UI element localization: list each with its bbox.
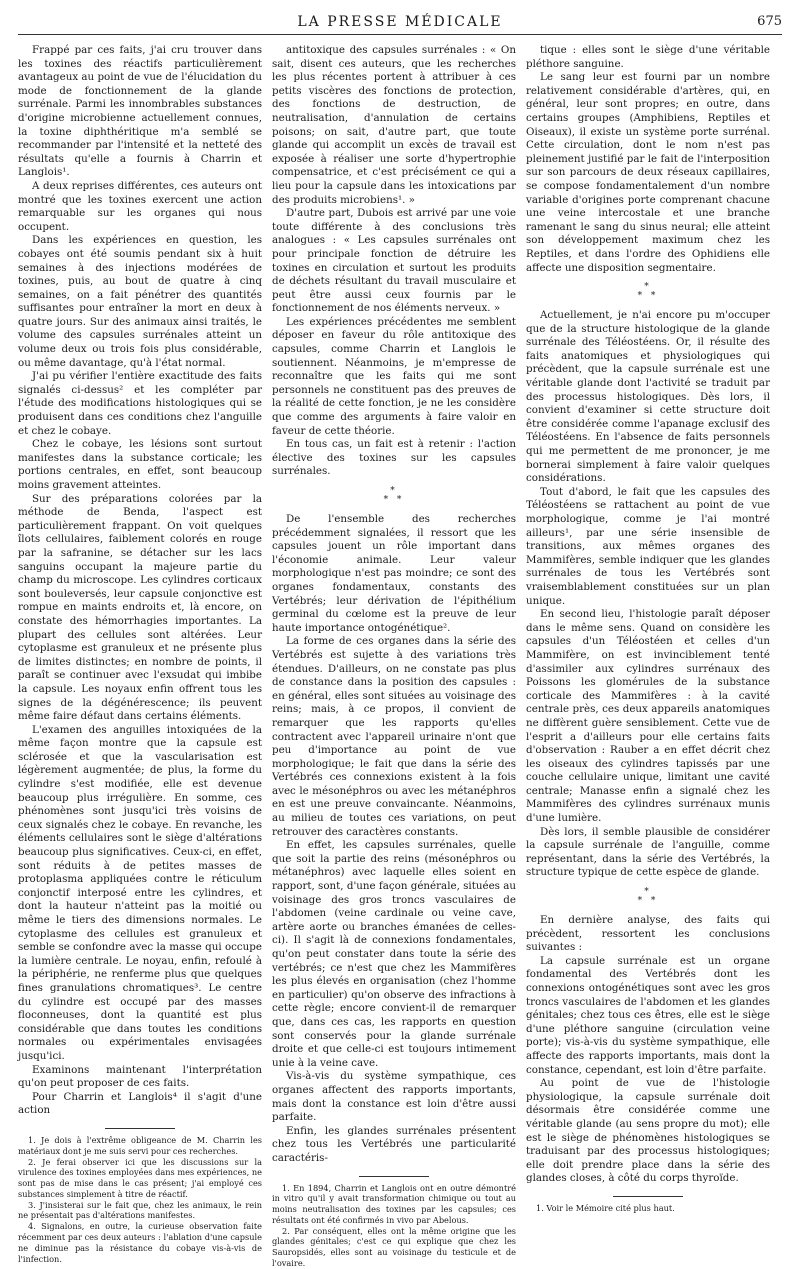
paragraph: Les expériences précédentes me semblent déposer en faveur du rôle antitoxique des capsules, comme Charrin et Langlois le soutiennent. Néanmoins, je m'empresse de reconnaître que les faits qui me sont personnels ne constituent pas des preuves de la réalité de cette fonction, je ne les considère que comme des arguments à faire valoir en faveur de cette théorie.	[272, 315, 516, 437]
footnote: 2. Par conséquent, elles ont la même origine que les glandes génitales; c'est ce qui explique que chez les Sauropsidés, elles sont au voisinage du testicule et de l'ovaire.	[272, 1225, 516, 1269]
footnotes	[18, 1135, 262, 1265]
footnotes	[272, 1183, 516, 1269]
paragraph: La capsule surrénale est un organe fondamental des Vertébrés dont les connexions ontogénétiques sont avec les gros troncs vasculaires de l'abdomen et les glandes génitales; chez tous ces êtres, elle est le siège d'une pléthore sanguine (circulation veine porte); vis-à-vis du système sympathique, elle affecte des rapports importants, mais dont la constance, cependant, est loin d'être parfaite.	[526, 954, 770, 1076]
paragraph: Tout d'abord, le fait que les capsules des Téléostéens se rattachent au point de vue morphologique, comme je l'ai montré ailleurs¹, par une série insensible de transitions, aux mêmes organes des Mammifères, semble indiquer que les glandes surrénales de tous les Vertébrés sont vraisemblablement constituées sur un plan unique.	[526, 485, 770, 607]
page-number: 675	[757, 14, 782, 29]
paragraph: Au point de vue de l'histologie physiologique, la capsule surrénale doit désormais être considérée comme une véritable glande (au sens propre du mot); elle est le siège de phénomènes histologiques se traduisant par des processus histologiques; elle doit prendre place dans la série des glandes closes, à côté du corps thyroïde.	[526, 1077, 770, 1185]
paragraph: Frappé par ces faits, j'ai cru trouver dans les toxines des réactifs particulièrement avantageux au point de vue de l'élucidation du mode de fonctionnement de la glande surrénale. Parmi les innombrables substances d'origine microbienne actuellement connues, la toxine diphthéritique m'a semblé se recommander par l'intensité et la netteté des résultats qu'elle a fournis à Charrin et Langlois¹.	[18, 44, 262, 179]
paragraph: De l'ensemble des recherches précédemment signalées, il ressort que les capsules jouent un rôle important dans l'économie animale. Leur valeur morphologique n'est pas moindre; ce sont des organes fondamentaux, constants des Vertébrés; leur dérivation de l'épithélium germinal du cœlome est la preuve de leur haute importance ontogénétique².	[272, 513, 516, 634]
paragraph: L'examen des anguilles intoxiquées de la même façon montre que la capsule est sclérosée et que la vascularisation est légèrement augmentée; de plus, la forme du cylindre s'est modifiée, elle est devenue beaucoup plus irrégulière. En somme, ces phénomènes sont jusqu'ici très voisins de ceux signalés chez le cobaye. En revanche, les éléments cellulaires sont le siège d'altérations beaucoup plus significatives. Ceux-ci, en effet, sont réduits à de petites masses de protoplasma appliquées contre le réticulum conjonctif interposé entre les cylindres, et dont la hauteur n'atteint pas la moitié ou même le tiers des dimensions normales. Le cytoplasme des cellules est granuleux et semble se confondre avec la masse qui occupe la lumière centrale. Le noyau, enfin, refoulé à la périphérie, ne renferme plus que quelques fines granulations chromatiques³. Le centre du cylindre est occupé par des masses floconneuses, dont la quantité est plus considérable que dans toutes les conditions normales ou expérimentales envisagées jusqu'ici.	[18, 723, 262, 1062]
paragraph: Sur des préparations colorées par la méthode de Benda, l'aspect est particulièrement frappant. On voit quelques îlots cellulaires, faiblement colorés en rouge par la safranine, se détacher sur les lacs sanguins occupant la majeure partie du champ du microscope. Les cylindres corticaux sont bouleversés, leur capsule conjonctive est rompue en maints endroits et, là encore, on constate des hémorrhagies importantes. La plupart des cellules sont altérées. Leur cytoplasme est granuleux et ne présente plus de limites distinctes; en nombre de points, il paraît se continuer avec l'exsudat qui imbibe la capsule. Les noyaux enfin offrent tous les signes de la dégénérescence; ils peuvent même faire défaut dans certains éléments.	[18, 492, 262, 723]
paragraph: Dès lors, il semble plausible de considérer la capsule surrénale de l'anguille, comme représentant, dans la série des Vertébrés, la structure typique de cette espèce de glande.	[526, 825, 770, 879]
footnote: 4. Signalons, en outre, la curieuse observation faite récemment par ces deux auteurs : l'ablation d'une capsule ne diminue pas la résistance du cobaye vis-à-vis de l'infection.	[18, 1221, 262, 1264]
footnote-rule	[359, 1176, 429, 1177]
paragraph: La forme de ces organes dans la série des Vertébrés est sujette à des variations très étendues. D'ailleurs, on ne constate pas plus de constance dans la position des capsules : en général, elles sont situées au voisinage des reins; mais, à ce propos, il convient de remarquer que les rapports qu'elles contractent avec l'appareil urinaire n'ont que peu d'importance au point de vue morphologique; le fait que dans la série des Vertébrés ces connexions existent à la fois avec le mésonéphros ou avec les métanéphros en est une preuve convaincante. Néanmoins, au milieu de toutes ces variations, on peut retrouver des caractères constants.	[272, 635, 516, 838]
column-3	[526, 44, 770, 1214]
section-separator: * * *	[637, 887, 659, 907]
footnote-rule	[613, 1196, 683, 1197]
journal-title: LA PRESSE MÉDICALE	[297, 14, 503, 30]
page-header	[18, 14, 782, 36]
paragraph: En second lieu, l'histologie paraît déposer dans le même sens. Quand on considère les capsules d'un Téléostéen et celles d'un Mammifère, on est invinciblement tenté d'assimiler aux cylindres surrénaux des Poissons les glomérules de la substance corticale des Mammifères : à la cavité centrale près, ces deux appareils anatomiques ne diffèrent guère sensiblement. Cette vue de l'esprit a d'ailleurs pour elle certains faits d'observation : Rauber a en effet décrit chez les oiseaux des cylindres tapissés par une couche cellulaire unique, limitant une cavité centrale; Manasse enfin a signalé chez les Mammifères des cylindres surrénaux munis d'une lumière.	[526, 608, 770, 825]
paragraph: En dernière analyse, des faits qui précèdent, ressortent les conclusions suivantes :	[526, 914, 770, 954]
paragraph: tique : elles sont le siège d'une véritable pléthore sanguine.	[526, 44, 770, 70]
paragraph: J'ai pu vérifier l'entière exactitude des faits signalés ci-dessus² et les compléter par l'étude des modifications histologiques qui se produisent dans ces conditions chez l'anguille et chez le cobaye.	[18, 370, 262, 437]
footnote-rule	[105, 1128, 175, 1129]
paragraph: antitoxique des capsules surrénales : « On sait, disent ces auteurs, que les recherches les plus récentes portent à attribuer à ces petits viscères des fonctions de protection, des fonctions de destruction, de neutralisation, d'annulation de certains poisons; on sait, d'autre part, que toute glande qui accomplit un excès de travail est exposée à réaliser une sorte d'hypertrophie compensatrice, et c'est précisément ce qui a lieu pour la capsule dans les intoxications par des produits microbiens¹. »	[272, 44, 516, 206]
paragraph: En tous cas, un fait est à retenir : l'action élective des toxines sur les capsules surrénales.	[272, 438, 516, 478]
footnote: 1. Je dois à l'extrême obligeance de M. Charrin les matériaux dont je me suis servi pour ces recherches.	[18, 1134, 262, 1156]
column-2	[272, 44, 516, 1269]
section-separator: * * *	[637, 282, 659, 302]
footnote: 1. En 1894, Charrin et Langlois ont en outre démontré in vitro qu'il y avait transformation chimique ou tout au moins neutralisation des toxines par les capsules; ces résultats ont été confirmés in vivo par Abelous.	[272, 1182, 516, 1225]
paragraph: Examinons maintenant l'interprétation qu'on peut proposer de ces faits.	[18, 1063, 262, 1090]
footnote: 3. J'insisterai sur le fait que, chez les animaux, le rein ne présentait pas d'altérations manifestes.	[18, 1199, 262, 1221]
paragraph: Dans les expériences en question, les cobayes ont été soumis pendant six à huit semaines à des injections modérées de toxines, puis, au bout de quatre à cinq semaines, on a fait pénétrer des quantités suffisantes pour entraîner la mort en deux à quatre jours. Sur des animaux ainsi traités, le volume des capsules surrénales atteint un volume deux ou trois fois plus considérable, ou même davantage, qu'à l'état normal.	[18, 234, 262, 369]
paragraph: Actuellement, je n'ai encore pu m'occuper que de la structure histologique de la glande surrénale des Téléostéens. Or, il résulte des faits anatomiques et physiologiques qui précèdent, que la capsule surrénale est une véritable glande dont l'activité se traduit par des processus histologiques. Dès lors, il convient d'examiner si cette structure doit être considérée comme l'apanage exclusif des Téléostéens. En l'absence de faits personnels qui me permettent de me prononcer, je me bornerai simplement à faire valoir quelques considérations.	[526, 309, 770, 485]
footnotes	[526, 1203, 770, 1214]
paragraph: Le sang leur est fourni par un nombre relativement considérable d'artères, qui, en général, leur sont propres; en outre, dans certains groupes (Amphibiens, Reptiles et Oiseaux), il existe un système porte surrénal. Cette circulation, dont le nom n'est pas pleinement justifié par le fait de l'interposition sur son parcours de deux réseaux capillaires, se compose fondamentalement d'un nombre variable d'origines porte comprenant chacune une veine intercostale et une branche ramenant le sang du sinus neural; elle atteint son développement maximum chez les Reptiles, et dans l'ordre des Ophidiens elle affecte une disposition segmentaire.	[526, 71, 770, 274]
paragraph: Vis-à-vis du système sympathique, ces organes affectent des rapports importants, mais dont la constance est loin d'être aussi parfaite.	[272, 1070, 516, 1124]
paragraph: En effet, les capsules surrénales, quelle que soit la partie des reins (mésonéphros ou métanéphros) avec laquelle elles soient en rapport, sont, d'une façon générale, situées au voisinage des gros troncs vasculaires de l'abdomen (veine cardinale ou veine cave, artère aorte ou branches émanées de celles-ci). Il s'agit là de connexions fondamentales, qu'on peut constater dans toute la série des vertébrés; ce n'est que chez les Mammifères les plus élevés en organisation (chez l'homme en particulier) qu'on observe des infractions à cette règle; encore convient-il de remarquer que, dans ces cas, les rapports en question sont conservés pour la glande surrénale droite et que celle-ci est toujours intimement unie à la veine cave.	[272, 839, 516, 1069]
paragraph: Enfin, les glandes surrénales présentent chez tous les Vertébrés une particularité caractéris-	[272, 1124, 516, 1164]
section-separator: * * *	[383, 486, 405, 505]
paragraph: Chez le cobaye, les lésions sont surtout manifestes dans la substance corticale; les portions centrales, en effet, sont beaucoup moins gravement atteintes.	[18, 438, 262, 491]
footnote: 1. Voir le Mémoire cité plus haut.	[536, 1202, 675, 1213]
paragraph: A deux reprises différentes, ces auteurs ont montré que les toxines exercent une action remarquable sur les organes qui nous occupent.	[18, 179, 262, 233]
paragraph: D'autre part, Dubois est arrivé par une voie toute différente à des conclusions très analogues : « Les capsules surrénales ont pour principale fonction de détruire les toxines en circulation et surtout les produits de déchets résultant du travail musculaire et peut être aussi ceux fournis par le fonctionnement de nos éléments nerveux. »	[272, 207, 516, 315]
footnote: 2. Je ferai observer ici que les discussions sur la virulence des toxines employées dans mes expériences, ne sont pas de mise dans le cas présent; j'ai employé ces substances simplement à titre de réactif.	[18, 1156, 262, 1199]
column-1	[18, 44, 262, 1264]
header-rule	[18, 34, 782, 35]
paragraph: Pour Charrin et Langlois⁴ il s'agit d'une action	[18, 1090, 262, 1117]
